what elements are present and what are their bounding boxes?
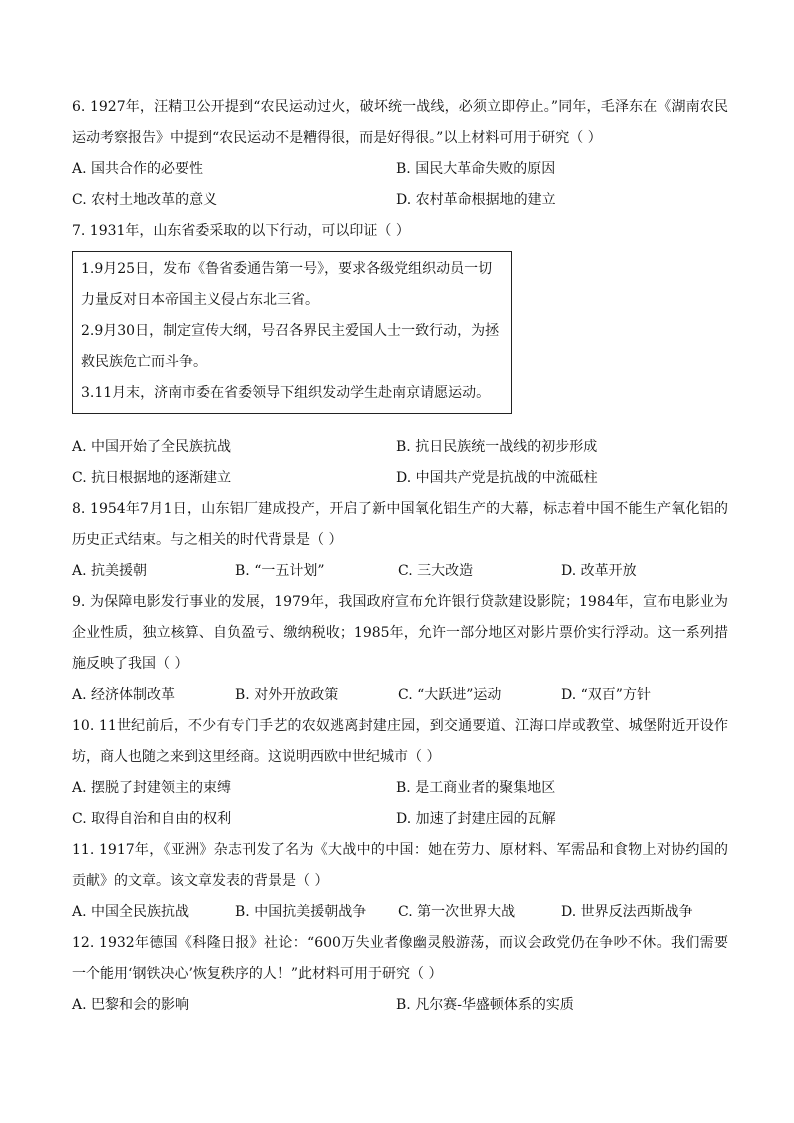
option-c[interactable]: C. 第一次世界大战 xyxy=(398,904,516,920)
option-c[interactable]: C. 取得自治和自由的权利 xyxy=(72,811,232,827)
options-row xyxy=(72,773,728,804)
options-row xyxy=(72,897,728,928)
option-a[interactable]: A. 经济体制改革 xyxy=(72,687,176,703)
option-c[interactable]: C. “大跃进”运动 xyxy=(398,687,502,703)
question-12 xyxy=(72,928,728,1021)
options-row xyxy=(72,463,728,494)
option-d[interactable]: D. 世界反法西斯战争 xyxy=(561,904,693,920)
material-item: 3.11月末，济南市委在省委领导下组织发动学生赴南京请愿运动。 xyxy=(81,385,491,401)
option-b[interactable]: B. 国民大革命失败的原因 xyxy=(396,161,556,177)
option-c[interactable]: C. 抗日根据地的逐渐建立 xyxy=(72,470,232,486)
option-c[interactable]: C. 三大改造 xyxy=(398,563,474,579)
question-6 xyxy=(72,92,728,216)
option-a[interactable]: A. 中国开始了全民族抗战 xyxy=(72,439,232,455)
exam-page xyxy=(72,92,728,1021)
question-7 xyxy=(72,216,728,494)
option-b[interactable]: B. 是工商业者的聚集地区 xyxy=(396,780,556,796)
option-c[interactable]: C. 农村土地改革的意义 xyxy=(72,192,218,208)
question-8 xyxy=(72,494,728,587)
question-stem: 9. 为保障电影发行事业的发展，1979年，我国政府宣布允许银行贷款建设影院；1984年，宣布电影业为企业性质，独立核算、自负盈亏、缴纳税收；1985年，允许一部分地区对影片票价实行浮动。这一系列措施反映了我国（ ） xyxy=(72,594,728,672)
option-a[interactable]: A. 抗美援朝 xyxy=(72,563,148,579)
question-stem: 12. 1932年德国《科隆日报》社论：“600万失业者像幽灵般游荡，而议会政党仍在争吵不休。我们需要一个能用‘钢铁决心’恢复秩序的人！”此材料可用于研究（ ） xyxy=(72,935,728,982)
question-9 xyxy=(72,587,728,711)
question-stem: 7. 1931年，山东省委采取的以下行动，可以印证（ ） xyxy=(72,223,410,239)
option-b[interactable]: B. 凡尔赛-华盛顿体系的实质 xyxy=(396,997,574,1013)
option-d[interactable]: D. 加速了封建庄园的瓦解 xyxy=(396,811,556,827)
options-row xyxy=(72,556,728,587)
options-row xyxy=(72,185,728,216)
option-d[interactable]: D. 农村革命根据地的建立 xyxy=(396,192,556,208)
question-stem: 6. 1927年，汪精卫公开提到“农民运动过火，破坏统一战线，必须立即停止。”同年，毛泽东在《湖南农民运动考察报告》中提到“农民运动不是糟得很，而是好得很。”以上材料可用于研究（ ） xyxy=(72,99,728,146)
question-stem: 8. 1954年7月1日，山东铝厂建成投产，开启了新中国氧化铝生产的大幕，标志着中国不能生产氧化铝的历史正式结束。与之相关的时代背景是（ ） xyxy=(72,501,728,548)
options-row xyxy=(72,154,728,185)
option-b[interactable]: B. 中国抗美援朝战争 xyxy=(235,904,367,920)
option-d[interactable]: D. “双百”方针 xyxy=(561,687,651,703)
options-row xyxy=(72,680,728,711)
option-d[interactable]: D. 中国共产党是抗战的中流砥柱 xyxy=(396,470,598,486)
question-stem: 11. 1917年，《亚洲》杂志刊发了名为《大战中的中国：她在劳力、原材料、军需品和食物上对协约国的贡献》的文章。该文章发表的背景是（ ） xyxy=(72,842,728,889)
option-a[interactable]: A. 中国全民族抗战 xyxy=(72,904,190,920)
options-row xyxy=(72,432,728,463)
question-11 xyxy=(72,835,728,928)
options-row xyxy=(72,804,728,835)
option-b[interactable]: B. “一五计划” xyxy=(235,563,325,579)
option-a[interactable]: A. 巴黎和会的影响 xyxy=(72,997,190,1013)
option-d[interactable]: D. 改革开放 xyxy=(561,563,637,579)
material-item: 2.9月30日，制定宣传大纲，号召各界民主爱国人士一致行动，为拯救民族危亡而斗争。 xyxy=(81,323,500,370)
option-b[interactable]: B. 对外开放政策 xyxy=(235,687,339,703)
option-b[interactable]: B. 抗日民族统一战线的初步形成 xyxy=(396,439,598,455)
option-a[interactable]: A. 摆脱了封建领主的束缚 xyxy=(72,780,232,796)
options-row xyxy=(72,990,728,1021)
material-item: 1.9月25日，发布《鲁省委通告第一号》，要求各级党组织动员一切力量反对日本帝国主义侵占东北三省。 xyxy=(81,261,493,308)
option-a[interactable]: A. 国共合作的必要性 xyxy=(72,161,204,177)
question-stem: 10. 11世纪前后，不少有专门手艺的农奴逃离封建庄园，到交通要道、江海口岸或教堂、城堡附近开设作坊，商人也随之来到这里经商。这说明西欧中世纪城市（ ） xyxy=(72,718,728,765)
question-10 xyxy=(72,711,728,835)
material-box xyxy=(72,251,512,414)
